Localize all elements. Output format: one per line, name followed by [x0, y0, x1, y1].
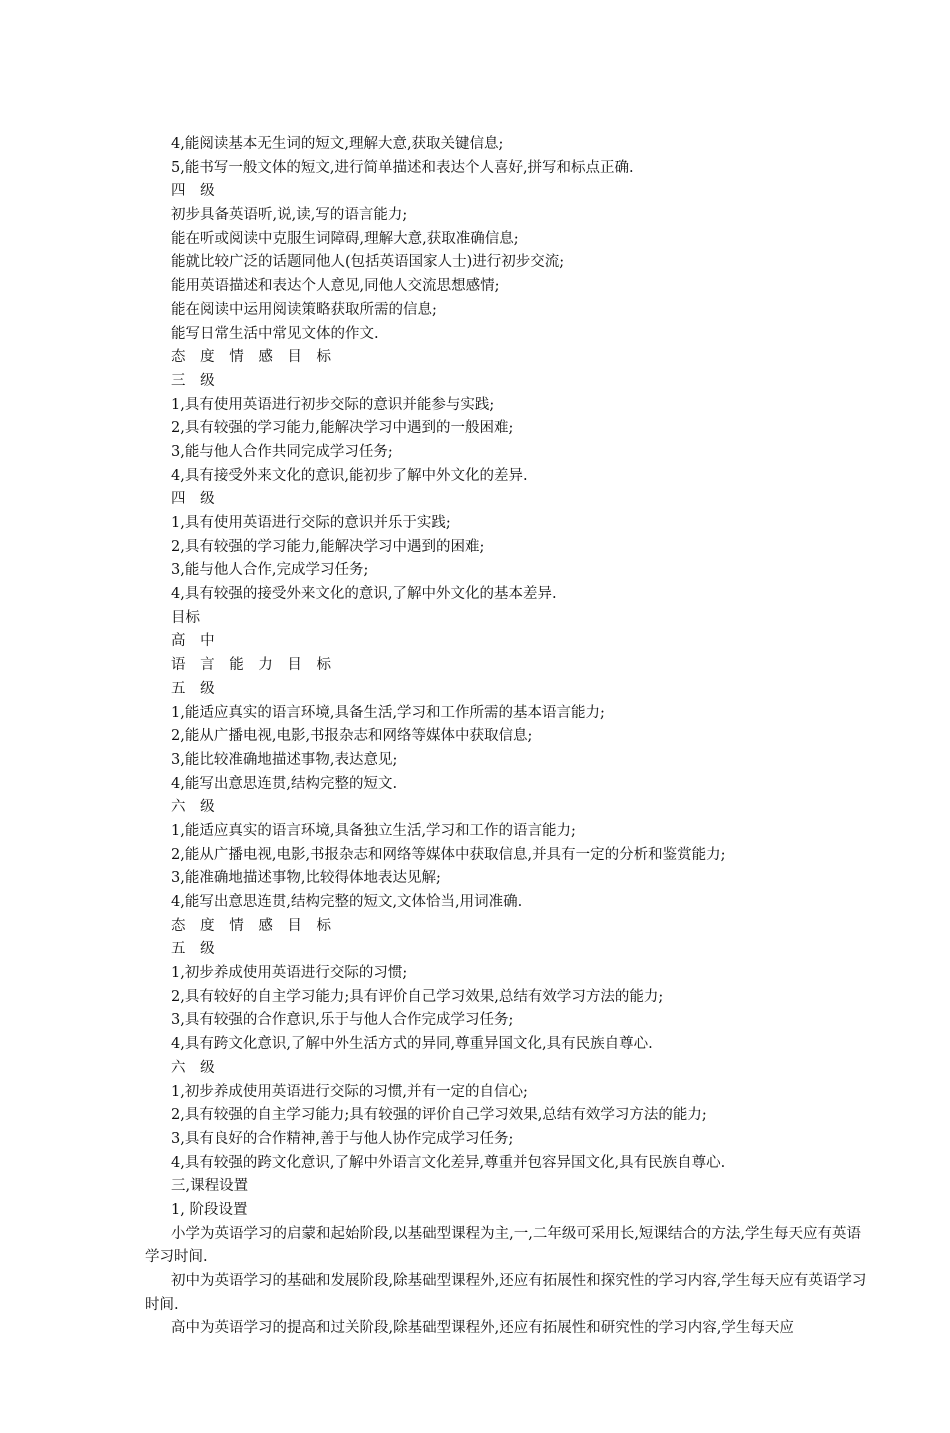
text-line: 4,能写出意思连贯,结构完整的短文,文体恰当,用词准确. — [171, 894, 523, 910]
text-line: 目标 — [171, 609, 200, 626]
section-heading: 五 级 — [171, 680, 220, 697]
text-line: 4,具有较强的跨文化意识,了解中外语言文化差异,尊重并包容异国文化,具有民族自尊心. — [171, 1154, 726, 1171]
section-heading: 六 级 — [171, 1059, 220, 1076]
section-heading: 四 级 — [171, 491, 220, 508]
text-line: 能在听或阅读中克服生词障碍,理解大意,获取准确信息; — [171, 230, 519, 247]
text-line: 4,能阅读基本无生词的短文,理解大意,获取关键信息; — [171, 136, 504, 152]
text-line: 3,能比较准确地描述事物,表达意见; — [171, 751, 398, 768]
text-line: 能就比较广泛的话题同他人(包括英语国家人士)进行初步交流; — [171, 254, 565, 271]
section-heading: 态 度 情 感 目 标 — [171, 349, 337, 366]
text-line: 3,能与他人合作,完成学习任务; — [171, 562, 369, 579]
text-line: 3,具有良好的合作精神,善于与他人协作完成学习任务; — [171, 1130, 514, 1147]
text-line: 3,具有较强的合作意识,乐于与他人合作完成学习任务; — [171, 1012, 514, 1029]
text-line: 3,能与他人合作共同完成学习任务; — [171, 443, 393, 460]
section-heading: 三 级 — [171, 372, 220, 389]
text-line: 4,具有接受外来文化的意识,能初步了解中外文化的差异. — [171, 467, 528, 484]
text-line: 5,能书写一般文体的短文,进行简单描述和表达个人喜好,拼写和标点正确. — [171, 159, 634, 176]
text-line: 4,具有跨文化意识,了解中外生活方式的异同,尊重异国文化,具有民族自尊心. — [171, 1036, 653, 1053]
section-heading: 六 级 — [171, 799, 220, 816]
text-line: 2,能从广播电视,电影,书报杂志和网络等媒体中获取信息; — [171, 728, 533, 745]
section-heading: 态 度 情 感 目 标 — [171, 917, 337, 934]
text-line: 1,初步养成使用英语进行交际的习惯,并有一定的自信心; — [171, 1083, 528, 1100]
text-line: 能写日常生活中常见文体的作文. — [171, 325, 379, 342]
text-line: 初步具备英语听,说,读,写的语言能力; — [171, 207, 408, 224]
section-heading: 四 级 — [171, 183, 220, 200]
text-line: 能在阅读中运用阅读策略获取所需的信息; — [171, 301, 437, 318]
text-line: 1,具有使用英语进行交际的意识并乐于实践; — [171, 515, 451, 531]
text-line: 2,具有较强的学习能力,能解决学习中遇到的困难; — [171, 538, 485, 555]
text-line: 1, 阶段设置 — [171, 1201, 248, 1218]
section-heading: 五 级 — [171, 941, 220, 958]
body-paragraph: 小学为英语学习的启蒙和起始阶段,以基础型课程为主,一,二年级可采用长,短课结合的方法,学生每天应有英语学习时间. — [145, 1225, 862, 1266]
text-line: 1,能适应真实的语言环境,具备独立生活,学习和工作的语言能力; — [171, 822, 576, 839]
text-line: 3,能准确地描述事物,比较得体地表达见解; — [171, 870, 441, 887]
section-heading: 高 中 — [171, 633, 220, 650]
text-line: 2,具有较好的自主学习能力;具有评价自己学习效果,总结有效学习方法的能力; — [171, 988, 664, 1005]
section-heading: 语 言 能 力 目 标 — [171, 657, 337, 674]
text-line: 2,具有较强的学习能力,能解决学习中遇到的一般困难; — [171, 420, 514, 437]
text-line: 1,能适应真实的语言环境,具备生活,学习和工作所需的基本语言能力; — [171, 704, 605, 721]
text-line: 1,具有使用英语进行初步交际的意识并能参与实践; — [171, 396, 495, 413]
text-line: 4,具有较强的接受外来文化的意识,了解中外文化的基本差异. — [171, 586, 557, 603]
document-body — [145, 133, 869, 1341]
body-paragraph: 初中为英语学习的基础和发展阶段,除基础型课程外,还应有拓展性和探究性的学习内容,学生每天应有英语学习时间. — [145, 1273, 867, 1313]
text-line: 2,能从广播电视,电影,书报杂志和网络等媒体中获取信息,并具有一定的分析和鉴赏能力; — [171, 846, 726, 863]
text-line: 能用英语描述和表达个人意见,同他人交流思想感情; — [171, 278, 500, 295]
text-line: 2,具有较强的自主学习能力;具有较强的评价自己学习效果,总结有效学习方法的能力; — [171, 1107, 707, 1124]
text-line: 三,课程设置 — [171, 1178, 249, 1195]
text-line: 4,能写出意思连贯,结构完整的短文. — [171, 775, 398, 792]
text-line: 1,初步养成使用英语进行交际的习惯; — [171, 965, 408, 982]
body-paragraph: 高中为英语学习的提高和过关阶段,除基础型课程外,还应有拓展性和研究性的学习内容,学生每天应 — [171, 1320, 794, 1337]
